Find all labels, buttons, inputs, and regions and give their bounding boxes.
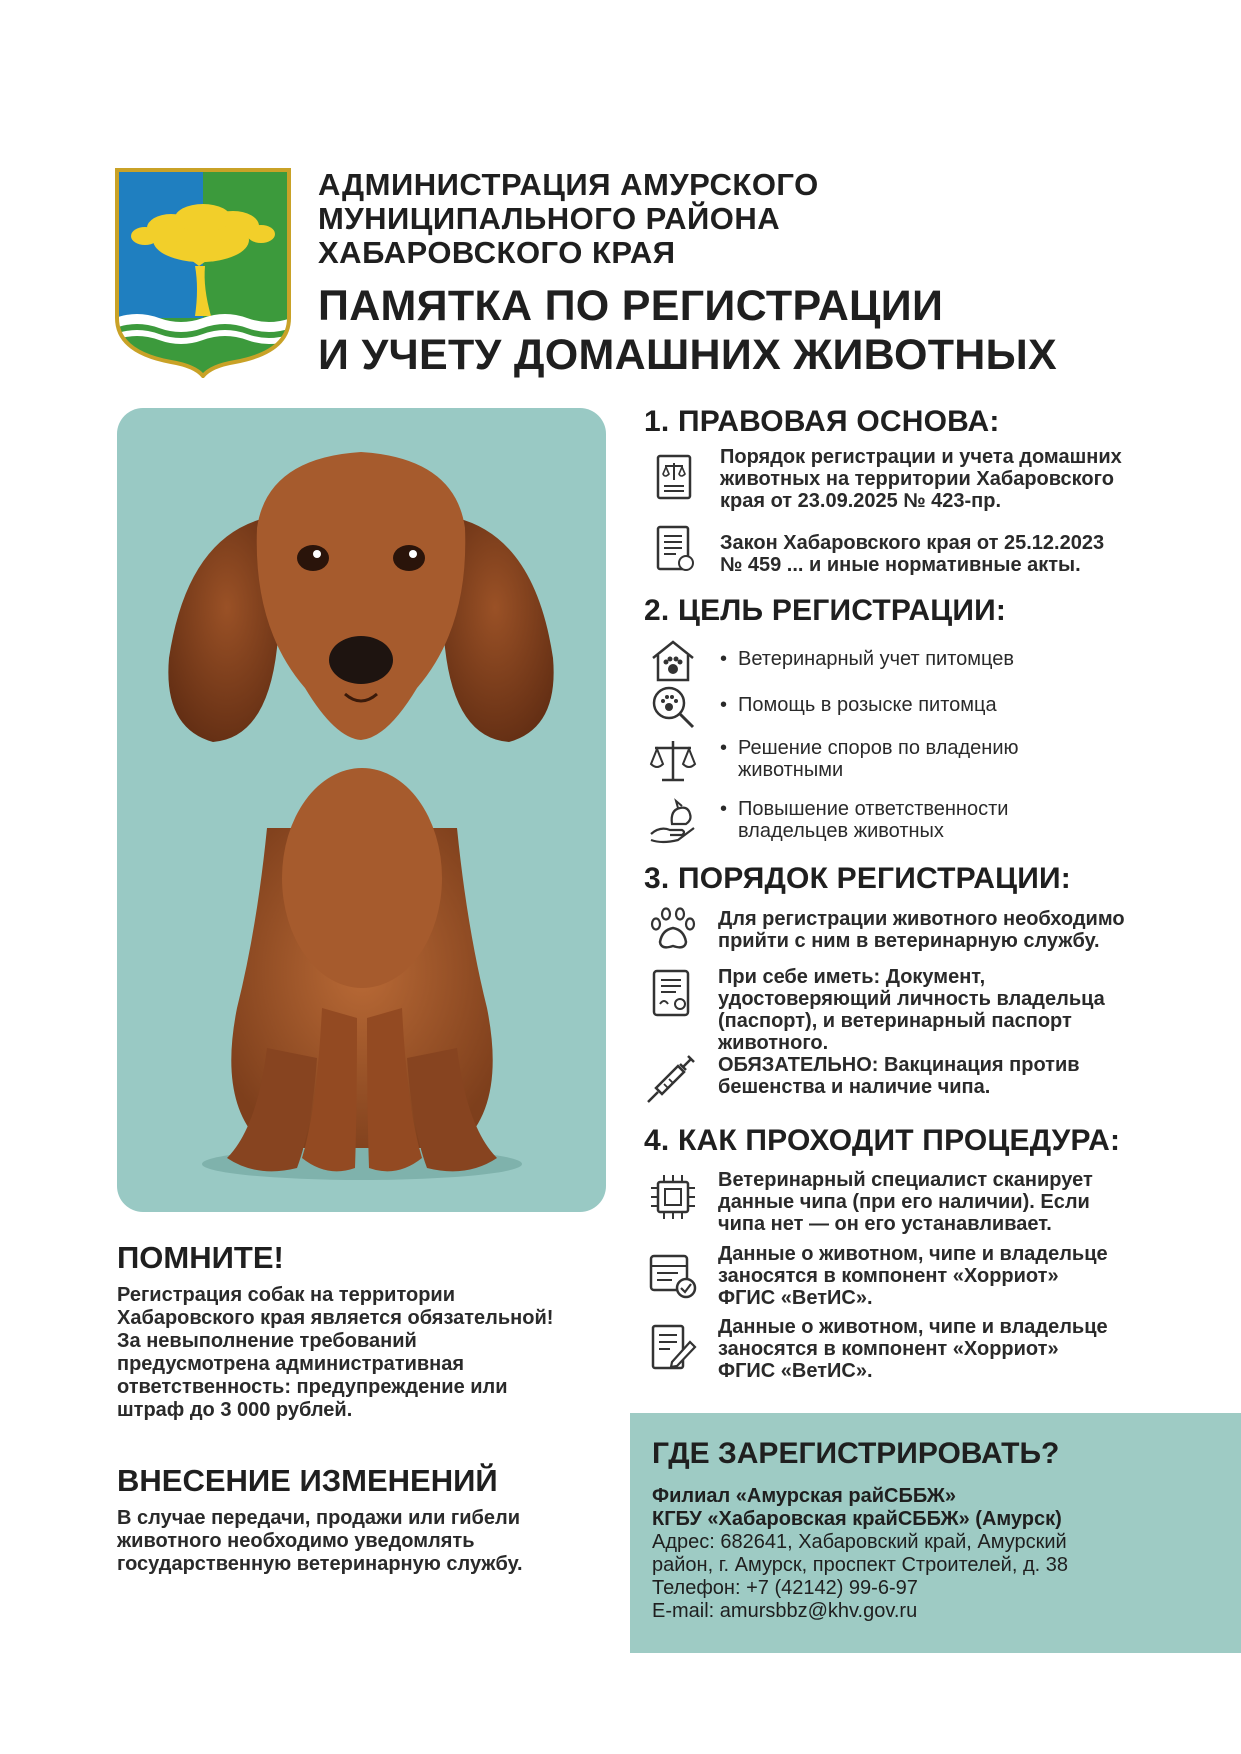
- org-line: АДМИНИСТРАЦИЯ АМУРСКОГО: [318, 167, 819, 202]
- scales-icon: [648, 736, 698, 786]
- purpose-item-text: • Повышение ответственности владельцев животных: [720, 798, 1009, 842]
- org-line: МУНИЦИПАЛЬНОГО РАЙОНА: [318, 201, 781, 236]
- changes-text: В случае передачи, продажи или гибели животного необходимо уведомлять государственную ветеринарную службу.: [117, 1507, 523, 1575]
- section-heading-how: 4. КАК ПРОХОДИТ ПРОЦЕДУРА:: [644, 1124, 1121, 1157]
- syringe-icon: [646, 1054, 696, 1104]
- title-line: И УЧЕТУ ДОМАШНИХ ЖИВОТНЫХ: [318, 331, 1058, 379]
- where-contacts: [652, 1531, 1068, 1623]
- order-item-text: При себе иметь: Документ, удостоверяющий личность владельца (паспорт), и ветеринарный паспорт животного.: [718, 966, 1105, 1054]
- administration-name: [318, 168, 819, 270]
- purpose-item-text: • Ветеринарный учет питомцев: [720, 648, 1014, 670]
- database-check-icon: [648, 1250, 698, 1300]
- how-item-text: Данные о животном, чипе и владельце заносятся в компонент «Хорриот» ФГИС «ВетИС».: [718, 1316, 1108, 1382]
- legal-item-text: Закон Хабаровского края от 25.12.2023 № 459 ... и иные нормативные акты.: [720, 532, 1105, 576]
- address-line: район, г. Амурск, проспект Строителей, д. 38: [652, 1554, 1068, 1576]
- page-title: [318, 282, 1057, 380]
- section-heading-purpose: 2. ЦЕЛЬ РЕГИСТРАЦИИ:: [644, 594, 1007, 627]
- legal-item-text: Порядок регистрации и учета домашних животных на территории Хабаровского края от 23.09.2025 № 423-пр.: [720, 446, 1122, 512]
- remember-text: Регистрация собак на территории Хабаровского края является обязательной! За невыполнение требований предусмотрена административная ответственность: предупреждение или штраф до 3 000 рублей.: [117, 1284, 554, 1421]
- coat-of-arms-emblem: [115, 168, 291, 378]
- where-organization: Филиал «Амурская райСББЖ» КГБУ «Хабаровская крайСББЖ» (Амурск): [652, 1485, 1062, 1530]
- section-heading-legal: 1. ПРАВОВАЯ ОСНОВА:: [644, 405, 1000, 438]
- hand-pet-icon: [648, 796, 698, 846]
- document-scales-icon: [650, 452, 700, 502]
- purpose-item-text: • Помощь в розыске питомца: [720, 694, 997, 716]
- where-to-register-panel: [630, 1413, 1241, 1653]
- purpose-item-text: • Решение споров по владению животными: [720, 737, 1019, 781]
- document-stamp-icon: [650, 524, 700, 574]
- dachshund-illustration: [117, 408, 606, 1212]
- how-item-text: Данные о животном, чипе и владельце заносятся в компонент «Хорриот» ФГИС «ВетИС».: [718, 1243, 1108, 1309]
- pet-house-icon: [648, 636, 698, 686]
- how-item-text: Ветеринарный специалист сканирует данные чипа (при его наличии). Если чипа нет — он его устанавливает.: [718, 1169, 1093, 1235]
- email-line: E-mail: amursbbz@khv.gov.ru: [652, 1600, 918, 1622]
- paw-search-icon: [648, 682, 698, 732]
- where-heading: ГДЕ ЗАРЕГИСТРИРОВАТЬ?: [652, 1437, 1060, 1470]
- remember-heading: ПОМНИТЕ!: [117, 1240, 284, 1275]
- phone-line: Телефон: +7 (42142) 99-6-97: [652, 1577, 918, 1599]
- title-line: ПАМЯТКА ПО РЕГИСТРАЦИИ: [318, 282, 944, 330]
- dachshund-photo-panel: [117, 408, 606, 1212]
- changes-heading: ВНЕСЕНИЕ ИЗМЕНЕНИЙ: [117, 1463, 498, 1498]
- order-item-text: ОБЯЗАТЕЛЬНО: Вакцинация против бешенства и наличие чипа.: [718, 1054, 1080, 1098]
- section-heading-order: 3. ПОРЯДОК РЕГИСТРАЦИИ:: [644, 862, 1071, 895]
- document-pen-icon: [648, 1322, 698, 1372]
- order-item-text: Для регистрации животного необходимо прийти с ним в ветеринарную службу.: [718, 908, 1125, 952]
- paw-icon: [648, 904, 698, 954]
- certificate-icon: [648, 968, 698, 1018]
- chip-icon: [648, 1172, 698, 1222]
- org-line: ХАБАРОВСКОГО КРАЯ: [318, 235, 676, 270]
- address-line: Адрес: 682641, Хабаровский край, Амурский: [652, 1531, 1067, 1553]
